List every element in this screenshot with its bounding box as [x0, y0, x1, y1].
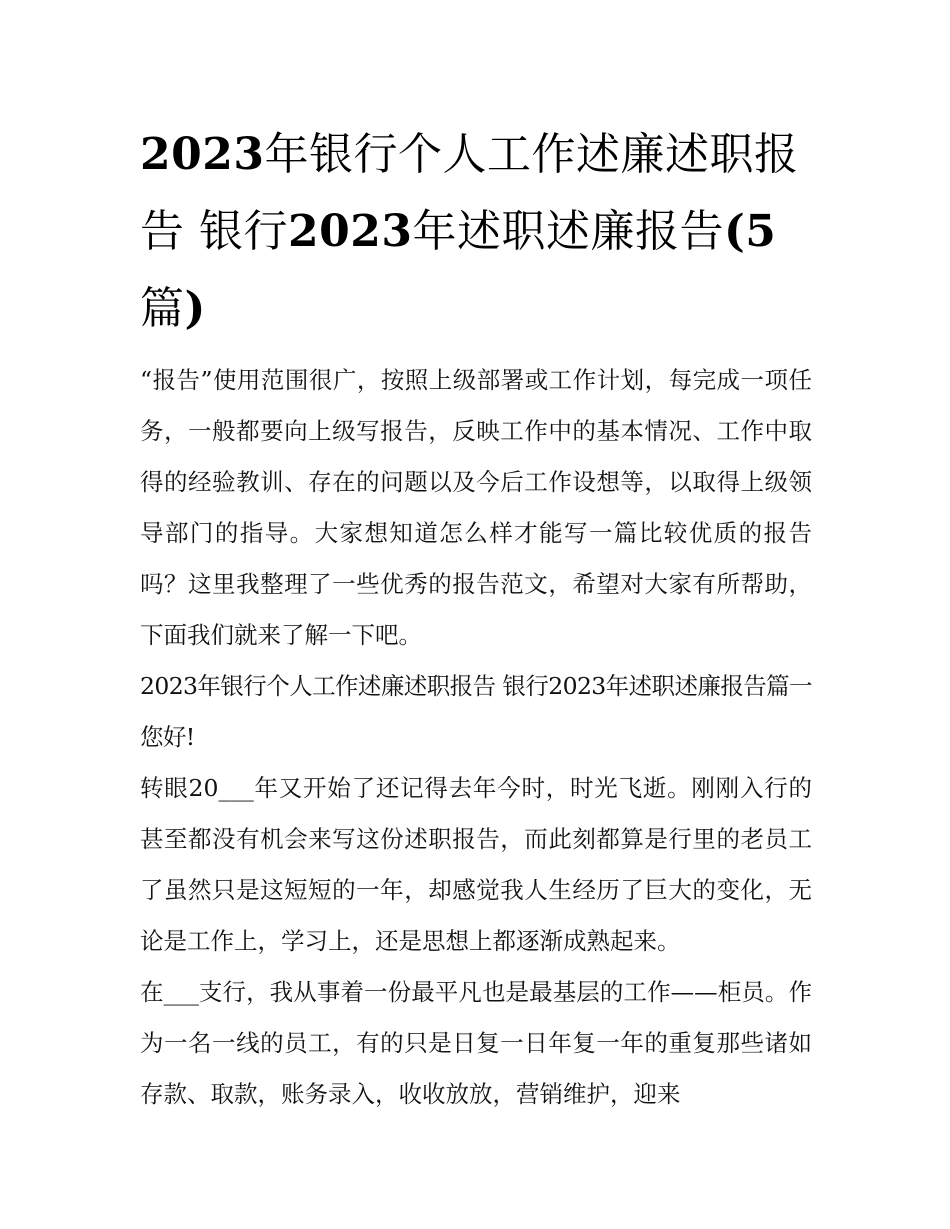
body-paragraph: 在___支行，我从事着一份最平凡也是最基层的工作——柜员。作为一名一线的员工，有的只是日复一日年复一年的重复那些诸如存款、取款，账务录入，收收放放，营销维护，迎来 [140, 978, 812, 1108]
section-heading-paragraph: 2023年银行个人工作述廉述职报告 银行2023年述职述廉报告篇一 您好! [140, 672, 812, 751]
intro-paragraph: “报告”使用范围很广，按照上级部署或工作计划，每完成一项任务，一般都要向上级写报告，反映工作中的基本情况、工作中取得的经验教训、存在的问题以及今后工作设想等，以取得上级领导部门的指导。大家想知道怎么样才能写一篇比较优质的报告吗？这里我整理了一些优秀的报告范文，希望对大家有所帮助，下面我们就来了解一下吧。 [140, 366, 812, 649]
body-paragraph: 转眼20___年又开始了还记得去年今时，时光飞逝。刚刚入行的甚至都没有机会来写这份述职报告，而此刻都算是行里的老员工了虽然只是这短短的一年，却感觉我人生经历了巨大的变化，无论是工作上，学习上，还是思想上都逐渐成熟起来。 [140, 774, 812, 955]
document-title: 2023年银行个人工作述廉述职报告 银行2023年述职述廉报告(5篇) [140, 129, 799, 334]
document-body [140, 355, 812, 1120]
